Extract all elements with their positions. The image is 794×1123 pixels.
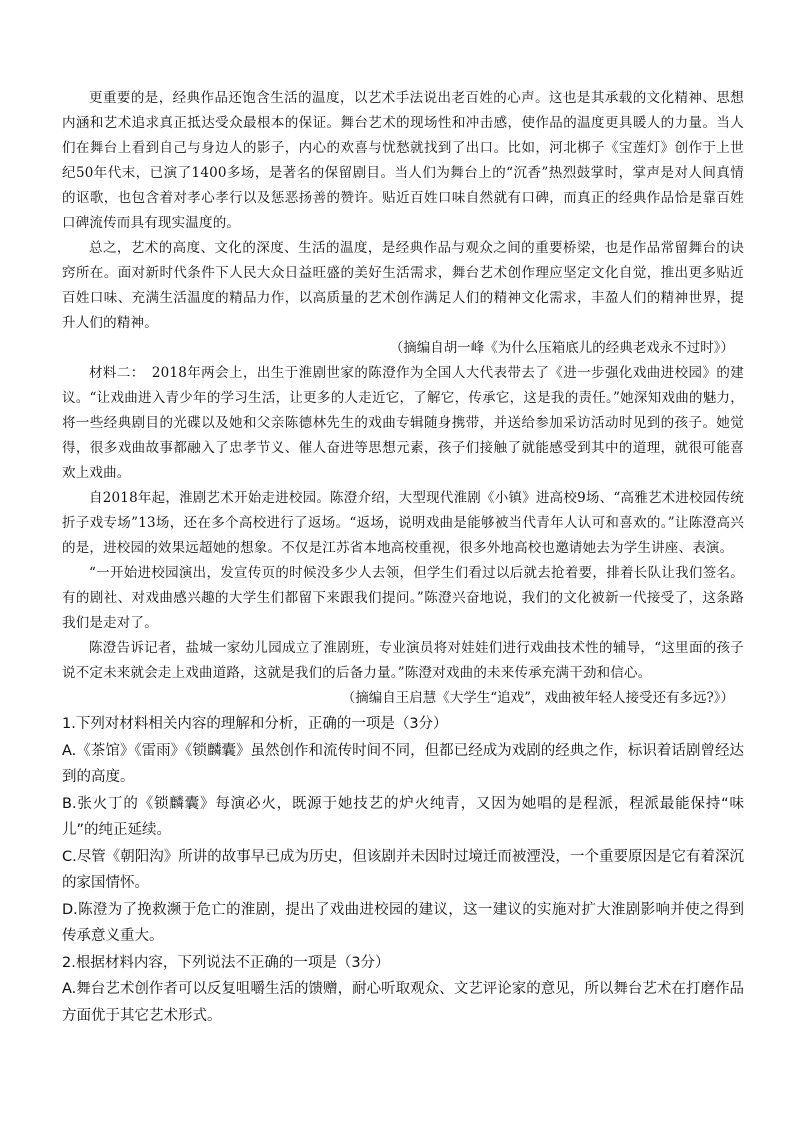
question-1-option-d: D.陈澄为了挽救濒于危亡的淮剧，提出了戏曲进校园的建议，这一建议的实施对扩大淮剧影响并使之得到传承意义重大。 <box>62 901 744 944</box>
material-two-paragraph-3: “一开始进校园演出，发宣传页的时候没多少人去领，但学生们看过以后就去抢着要，排着长队让我们签名。有的剧社、对戏曲感兴趣的大学生们都留下来跟我们提问。”陈澄兴奋地说，我们的文化被新一代接受了，这条路我们是走对了。 <box>62 565 744 631</box>
material-two-paragraph-2: 自2018年起，淮剧艺术开始走进校园。陈澄介绍，大型现代淮剧《小镇》进高校9场、“高雅艺术进校园传统折子戏专场”13场，还在多个高校进行了返场。“返场，说明戏曲是能够被当代青年人认可和喜欢的。”让陈澄高兴的是，进校园的效果远超她的想象。不仅是江苏省本地高校重视，很多外地高校也邀请她去为学生讲座、表演。 <box>62 490 744 556</box>
question-1-option-b: B.张火丁的《锁麟囊》每演必火，既源于她技艺的炉火纯青，又因为她唱的是程派，程派最能保持“味儿”的纯正延续。 <box>62 795 744 838</box>
material-two <box>62 361 744 711</box>
question-2-title: 2.根据材料内容，下列说法不正确的一项是（3分） <box>62 954 390 971</box>
material-one-source: （摘编自胡一峰《为什么压箱底儿的经典老戏永不过时》） <box>389 340 734 356</box>
material-two-source: （摘编自王启慧《大学生“追戏”，戏曲被年轻人接受还有多远?》） <box>341 690 734 706</box>
material-two-paragraph-1: 材料二： 2018年两会上，出生于淮剧世家的陈澄作为全国人大代表带去了《进一步强化戏曲进校园》的建议。“让戏曲进入青少年的学习生活，让更多的人走近它，了解它，传承它，这是我的责任。”她深知戏曲的魅力，将一些经典剧目的光碟以及她和父亲陈德林先生的戏曲专辑随身携带，并送给参加采访活动时见到的孩子。她觉得，很多戏曲故事都融入了忠孝节义、催人奋进等思想元素，孩子们接触了就能感受到其中的道理，就很可能喜欢上戏曲。 <box>62 365 744 481</box>
question-1-option-a: A.《茶馆》《雷雨》《锁麟囊》虽然创作和流传时间不同，但都已经成为戏剧的经典之作，标识着话剧曾经达到的高度。 <box>62 742 744 785</box>
question-2 <box>62 950 744 1030</box>
material-one-paragraph-1: 更重要的是，经典作品还饱含生活的温度，以艺术手法说出老百姓的心声。这也是其承载的文化精神、思想内涵和艺术追求真正抵达受众最根本的保证。舞台艺术的现场性和冲击感，使作品的温度更具暖人的力量。当人们在舞台上看到自己与身边人的影子，内心的欢喜与忧愁就找到了出口。比如，河北梆子《宝莲灯》创作于上世纪50年代末，已演了1400多场，是著名的保留剧目。当人们为舞台上的“沉香”热烈鼓掌时，掌声是对人间真情的讴歌，也包含着对孝心孝行以及惩恶扬善的赞许。贴近百姓口味自然就有口碑，而真正的经典作品恰是靠百姓口碑流传而具有现实温度的。 <box>62 90 744 231</box>
question-1 <box>62 711 744 950</box>
question-2-option-a: A.舞台艺术创作者可以反复咀嚼生活的馈赠，耐心听取观众、文艺评论家的意见，所以舞台艺术在打磨作品方面优于其它艺术形式。 <box>62 981 744 1024</box>
question-1-title: 1.下列对材料相关内容的理解和分析，正确的一项是（3分） <box>62 716 448 732</box>
material-two-paragraph-4: 陈澄告诉记者，盐城一家幼儿园成立了淮剧班，专业演员将对娃娃们进行戏曲技术性的辅导，“这里面的孩子说不定未来就会走上戏曲道路，这就是我们的后备力量。”陈澄对戏曲的未来传承充满干劲和信心。 <box>62 640 744 681</box>
document-page <box>62 86 744 1029</box>
material-one <box>62 86 744 361</box>
material-one-paragraph-2: 总之，艺术的高度、文化的深度、生活的温度，是经典作品与观众之间的重要桥梁，也是作品常留舞台的诀窍所在。面对新时代条件下人民大众日益旺盛的美好生活需求，舞台艺术创作理应坚定文化自觉，推出更多贴近百姓口味、充满生活温度的精品力作，以高质量的艺术创作满足人们的精神文化需求，丰盈人们的精神世界，提升人们的精神。 <box>62 240 744 331</box>
question-1-option-c: C.尽管《朝阳沟》所讲的故事早已成为历史，但该剧并未因时过境迁而被湮没，一个重要原因是它有着深沉的家国情怀。 <box>62 848 744 891</box>
